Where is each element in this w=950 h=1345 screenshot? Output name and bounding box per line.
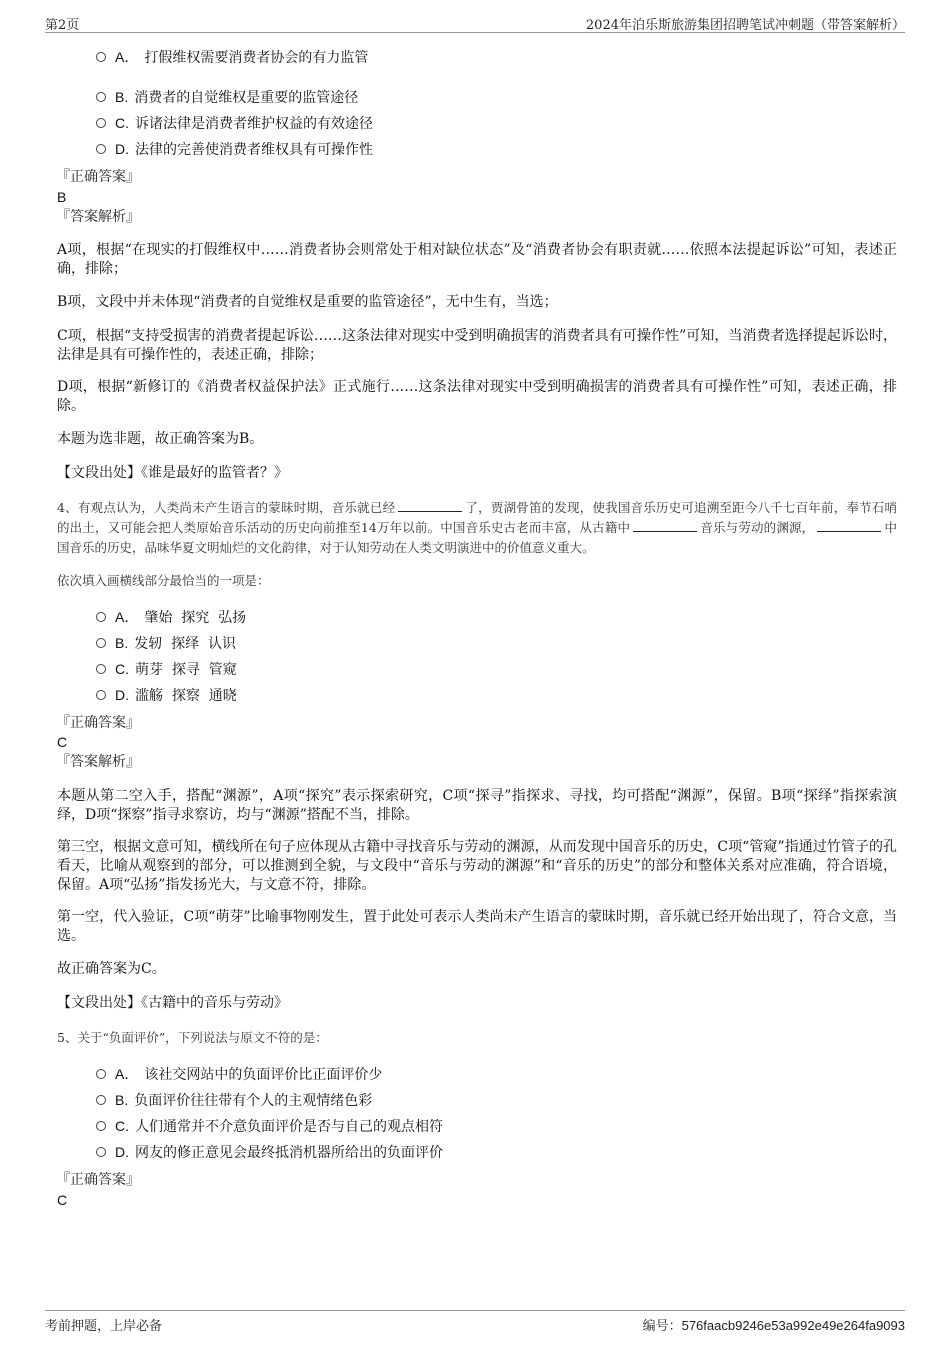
q3-option-d[interactable]: D. 法律的完善使消费者维权具有可操作性: [96, 140, 373, 159]
radio-icon[interactable]: [96, 1069, 106, 1079]
q4-option-b[interactable]: B. 发轫 探绎 认识: [96, 634, 236, 653]
q3-analysis-c: C项，根据“支持受损害的消费者提起诉讼……这条法律对现实中受到明确损害的消费者具有可操作性”可知，当消费者选择提起诉讼时，法律是具有可操作性的，表述正确，排除；: [57, 328, 897, 363]
blank-line: [817, 519, 881, 532]
q4-analysis-3: 第一空，代入验证，C项“萌芽”比喻事物刚发生，置于此处可表示人类尚未产生语言的蒙昧时期，音乐就已经开始出现了，符合文意，当选。: [57, 909, 897, 944]
q4-analysis-label: 『答案解析』: [56, 754, 140, 770]
q4-option-d[interactable]: D. 滥觞 探察 通晓: [96, 686, 237, 705]
q3-answer-label: 『正确答案』: [56, 169, 140, 185]
page-footer: [45, 1310, 905, 1335]
q3-analysis-a: A项，根据“在现实的打假维权中……消费者协会则常处于相对缺位状态”及“消费者协会有职责就……依照本法提起诉讼”可知，表述正确，排除；: [57, 242, 897, 277]
q4-conclusion: 故正确答案为C。: [57, 961, 166, 977]
q3-analysis-d: D项，根据“新修订的《消费者权益保护法》正式施行……这条法律对现实中受到明确损害的消费者具有可操作性”可知，表述正确，排除。: [57, 379, 897, 414]
q3-option-a[interactable]: A． 打假维权需要消费者协会的有力监管: [96, 48, 368, 67]
q4-option-c[interactable]: C. 萌芽 探寻 管窥: [96, 660, 237, 679]
q5-answer-label: 『正确答案』: [56, 1172, 140, 1188]
q3-source: 【文段出处】《谁是最好的监管者？》: [57, 465, 288, 481]
radio-icon[interactable]: [96, 92, 106, 102]
radio-icon[interactable]: [96, 612, 106, 622]
q4-analysis-2: 第三空，根据文意可知，横线所在句子应体现从古籍中寻找音乐与劳动的渊源，从而发现中国音乐的历史，C项“管窥”指通过竹管子的孔看天，比喻从观察到的部分，可以推测到全貌，与文段中“音乐与劳动的渊源”和“音乐的历史”的部分和整体关系对应准确，符合语境，保留。A项“弘扬”指发扬光大，与文意不符，排除。: [57, 839, 897, 893]
radio-icon[interactable]: [96, 664, 106, 674]
q5-option-b[interactable]: B. 负面评价往往带有个人的主观情绪色彩: [96, 1091, 372, 1110]
q5-answer: C: [57, 1192, 68, 1208]
q3-option-b[interactable]: B. 消费者的自觉维权是重要的监管途径: [96, 88, 358, 107]
q3-analysis-b: B项，文段中并未体现“消费者的自觉维权是重要的监管途径”，无中生有，当选；: [57, 294, 558, 310]
footer-slogan: 考前押题，上岸必备: [45, 1319, 163, 1334]
q3-conclusion: 本题为选非题，故正确答案为B。: [57, 431, 264, 447]
radio-icon[interactable]: [96, 690, 106, 700]
q3-option-c[interactable]: C. 诉诸法律是消费者维护权益的有效途径: [96, 114, 373, 133]
page-header: [45, 12, 905, 33]
q4-answer-label: 『正确答案』: [56, 715, 140, 731]
q5-stem: 5、关于“负面评价”，下列说法与原文不符的是：: [57, 1030, 328, 1045]
q4-prompt: 依次填入画横线部分最恰当的一项是：: [57, 573, 270, 588]
blank-line: [398, 499, 462, 512]
radio-icon[interactable]: [96, 144, 106, 154]
radio-icon[interactable]: [96, 1121, 106, 1131]
q5-option-c[interactable]: C. 人们通常并不介意负面评价是否与自己的观点相符: [96, 1117, 443, 1136]
radio-icon[interactable]: [96, 52, 106, 62]
document-title: 2024年泊乐斯旅游集团招聘笔试冲刺题（带答案解析）: [585, 18, 905, 33]
blank-line: [633, 519, 697, 532]
q5-option-a[interactable]: A． 该社交网站中的负面评价比正面评价少: [96, 1065, 382, 1084]
q3-answer: B: [57, 189, 67, 205]
radio-icon[interactable]: [96, 118, 106, 128]
q4-analysis-1: 本题从第二空入手，搭配“渊源”，A项“探究”表示探索研究，C项“探寻”指探求、寻找，均可搭配“渊源”，保留。B项“探绎”指探索演绎，D项“探察”指寻求察访，均与“渊源”搭配不当，排除。: [57, 788, 897, 823]
q4-answer: C: [57, 734, 68, 750]
q5-option-d[interactable]: D. 网友的修正意见会最终抵消机器所给出的负面评价: [96, 1143, 443, 1162]
q4-stem: 4、有观点认为，人类尚未产生语言的蒙昧时期，音乐就已经 了，贾湖骨笛的发现，使我国音乐历史可追溯至距今八千七百年前，奉节石哨的出土，又可能会把人类原始音乐活动的历史向前推至14万年以前。中国音乐史古老而丰富，从古籍中 音乐与劳动的渊源， 中国音乐的历史，品味华夏文明灿烂的文化韵律，对于认知劳动在人类文明演进中的价值意义重大。: [57, 500, 897, 555]
q3-analysis-label: 『答案解析』: [56, 209, 140, 225]
q4-source: 【文段出处】《古籍中的音乐与劳动》: [57, 995, 288, 1011]
document-code: 编号：576faacb9246e53a992e49e264fa9093: [642, 1318, 905, 1334]
radio-icon[interactable]: [96, 638, 106, 648]
radio-icon[interactable]: [96, 1147, 106, 1157]
radio-icon[interactable]: [96, 1095, 106, 1105]
page-number: 第2页: [45, 18, 80, 33]
q4-option-a[interactable]: A． 肇始 探究 弘扬: [96, 608, 246, 627]
